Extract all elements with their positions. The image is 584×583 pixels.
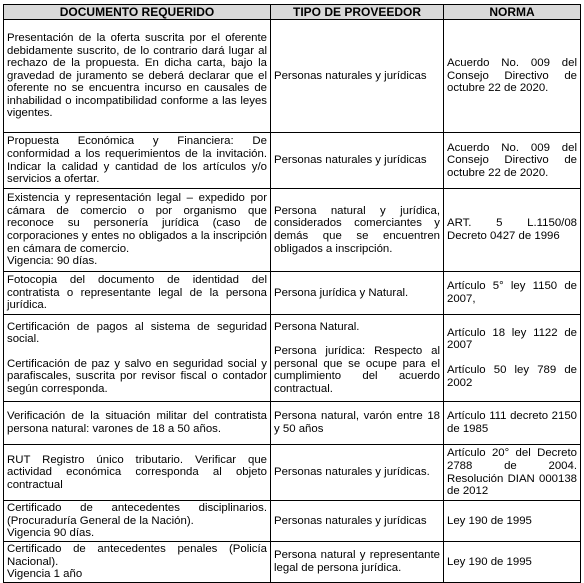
cell-documento: Presentación de la oferta suscrita por el oferente debidamente suscrito, de lo contrario dará lugar al rechazo de la propuesta. En dicha carta, bajo la gravedad de juramento se deberá declarar que el oferente no se encuentra incurso en causales de inhabilidad o incompatibilidad conforme a las leyes vigentes. <box>4 20 271 133</box>
cell-norma: Ley 190 de 1995 <box>444 501 581 542</box>
cell-tipo-proveedor: Personas naturales y jurídicas. <box>271 445 444 501</box>
cell-tipo-proveedor: Persona jurídica y Natural. <box>271 272 444 315</box>
cell-documento <box>4 189 271 272</box>
cell-norma: ART. 5 L.1150/08 Decreto 0427 de 1996 <box>444 189 581 272</box>
cell-norma: Artículo 111 decreto 2150 de 1985 <box>444 402 581 445</box>
cell-documento: RUT Registro único tributario. Verificar que actividad económica corresponda al objeto contractual <box>4 445 271 501</box>
cell-documento-main: Existencia y representación legal – expedido por cámara de comercio o por organismo que reconoce su personería jurídica (caso de corporaciones y entes no obligados a la inscripción en cámara de comercio. <box>7 192 267 255</box>
header-norma: NORMA <box>444 5 581 20</box>
cell-tipo-proveedor: Personas naturales y jurídicas <box>271 133 444 189</box>
cell-norma: Ley 190 de 1995 <box>444 542 581 583</box>
cell-norma <box>444 315 581 402</box>
cell-documento <box>4 542 271 583</box>
cell-documento: Verificación de la situación militar del contratista persona natural: varones de 18 a 50 años. <box>4 402 271 445</box>
cell-documento <box>4 501 271 542</box>
table-row <box>4 189 581 272</box>
cell-norma-main: Artículo 18 ley 1122 de 2007 <box>447 326 577 352</box>
cell-tipo-natural: Persona Natural. <box>274 320 360 333</box>
cell-documento-main: Certificación de pagos al sistema de seguridad social. <box>7 320 267 346</box>
table-row <box>4 315 581 402</box>
header-documento-requerido: DOCUMENTO REQUERIDO <box>4 5 271 20</box>
table-row <box>4 133 581 189</box>
cell-norma: Acuerdo No. 009 del Consejo Directivo de octubre 22 de 2020. <box>444 20 581 133</box>
table-row <box>4 445 581 501</box>
cell-documento-main: Certificado de antecedentes penales (Policía Nacional). <box>7 543 267 568</box>
table-header-row <box>4 5 581 20</box>
cell-tipo-proveedor <box>271 315 444 402</box>
cell-norma-secondary: Artículo 50 ley 789 de 2002 <box>447 364 577 389</box>
cell-norma: Artículo 20° del Decreto 2788 de 2004. Resolución DIAN 000138 de 2012 <box>444 445 581 501</box>
cell-tipo-proveedor: Persona natural y jurídica, considerados comerciantes y demás que se encuentren obligados a inscripción. <box>271 189 444 272</box>
header-tipo-de-proveedor: TIPO DE PROVEEDOR <box>271 5 444 20</box>
cell-documento: Fotocopia del documento de identidad del contratista o representante legal de la persona jurídica. <box>4 272 271 315</box>
cell-tipo-juridica: Persona jurídica: Respecto al personal que se ocupe para el cumplimiento del acuerdo contractual. <box>274 345 440 395</box>
cell-tipo-proveedor: Personas naturales y jurídicas <box>271 501 444 542</box>
cell-tipo-proveedor: Personas naturales y jurídicas <box>271 20 444 133</box>
cell-documento-vigencia: Vigencia 90 días. <box>7 527 95 540</box>
table-row <box>4 20 581 133</box>
requirements-table <box>3 4 581 583</box>
cell-documento: Propuesta Económica y Financiera: De conformidad a los requerimientos de la invitación. Indicar la calidad y cantidad de los artículos y/o servicios a ofertar. <box>4 133 271 189</box>
cell-tipo-proveedor: Persona natural, varón entre 18 y 50 años <box>271 402 444 445</box>
cell-norma: Artículo 5° ley 1150 de 2007, <box>444 272 581 315</box>
cell-documento <box>4 315 271 402</box>
table-row <box>4 272 581 315</box>
cell-tipo-proveedor: Persona natural y representante legal de persona jurídica. <box>271 542 444 583</box>
cell-documento-vigencia: Vigencia 1 año <box>7 568 83 581</box>
cell-documento-main: Certificado de antecedentes disciplinarios. (Procuraduría General de la Nación). <box>7 502 267 527</box>
table-row <box>4 542 581 583</box>
cell-documento-secondary: Certificación de paz y salvo en seguridad social y parafiscales, suscrita por revisor fiscal o contador según corresponda. <box>7 357 267 395</box>
cell-documento-vigencia: Vigencia: 90 días. <box>7 255 98 268</box>
table-row <box>4 402 581 445</box>
cell-norma: Acuerdo No. 009 del Consejo Directivo de octubre 22 de 2020. <box>444 133 581 189</box>
table-row <box>4 501 581 542</box>
